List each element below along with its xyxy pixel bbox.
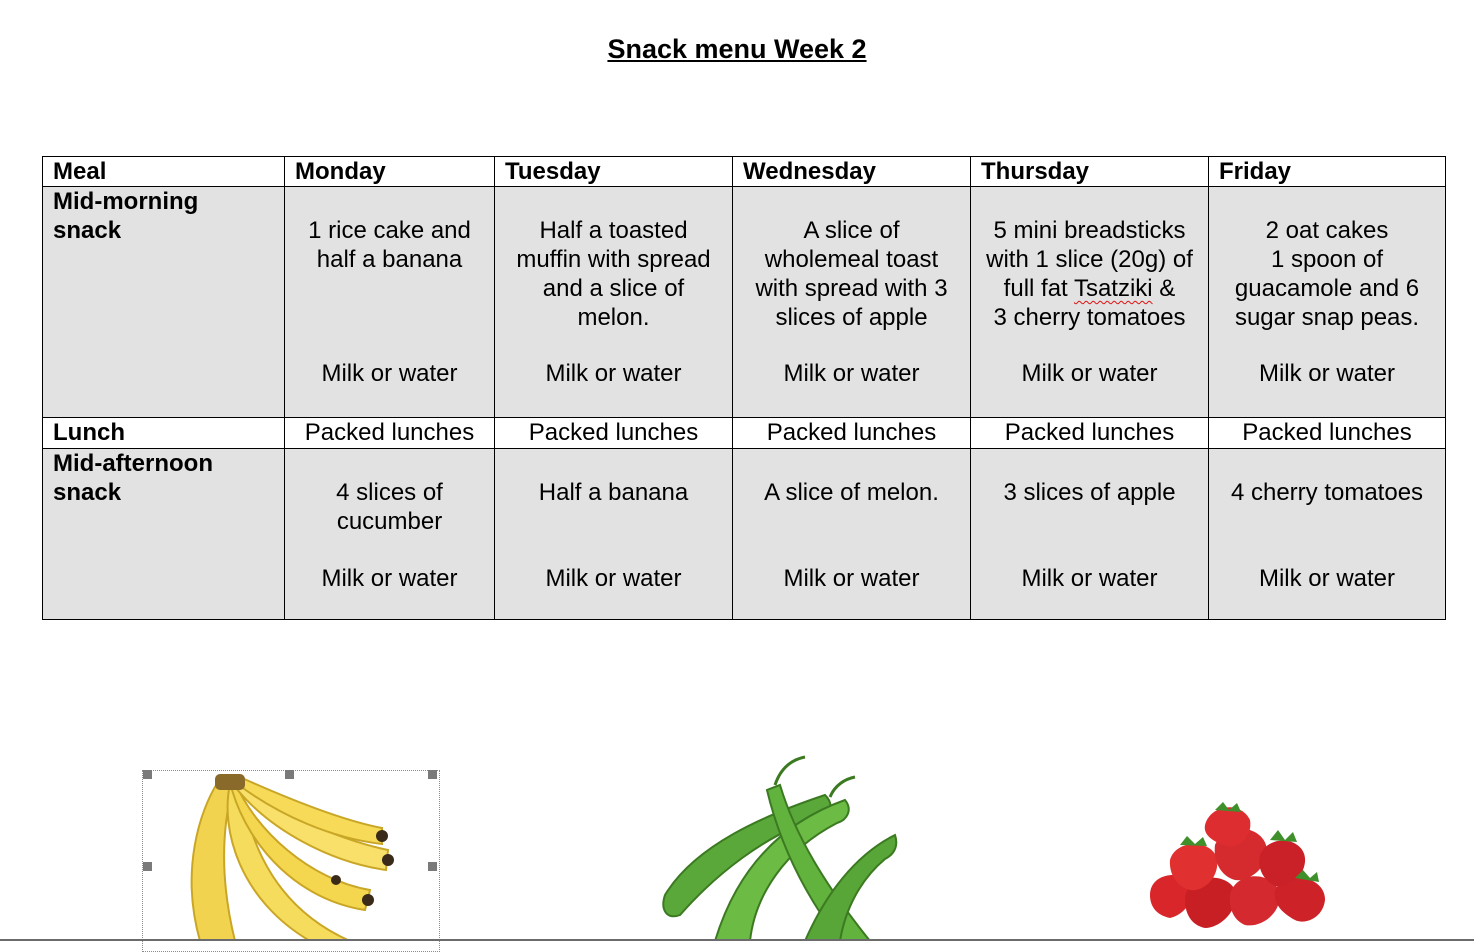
resize-handle-middle-left[interactable] <box>143 862 152 871</box>
header-wednesday: Wednesday <box>733 157 971 187</box>
drink-text: Milk or water <box>1021 360 1158 387</box>
mid-morning-tuesday: Half a toasted muffin with spread and a slice of melon. Milk or water <box>495 187 733 418</box>
lunch-row <box>43 418 1446 449</box>
mid-morning-friday: 2 oat cakes 1 spoon of guacamole and 6 sugar snap peas. Milk or water <box>1209 187 1446 418</box>
drink-text: Milk or water <box>783 360 920 387</box>
meal-label-mid-morning: Mid-morning snack <box>43 187 285 418</box>
meal-label-mid-afternoon: Mid-afternoon snack <box>43 449 285 620</box>
lunch-friday: Packed lunches <box>1209 418 1446 449</box>
drink-text: Milk or water <box>545 360 682 387</box>
resize-handle-middle-right[interactable] <box>428 862 437 871</box>
mid-afternoon-friday: 4 cherry tomatoes Milk or water <box>1209 449 1446 620</box>
mid-morning-row <box>43 187 1446 418</box>
mid-morning-wednesday: A slice of wholemeal toast with spread with 3 slices of apple Milk or water <box>733 187 971 418</box>
meal-label-lunch: Lunch <box>43 418 285 449</box>
header-row <box>43 157 1446 187</box>
spelling-error-word: Tsatziki <box>1073 275 1153 302</box>
drink-text: Milk or water <box>1258 565 1396 592</box>
drink-text: Milk or water <box>321 360 458 387</box>
lunch-thursday: Packed lunches <box>971 418 1209 449</box>
mid-afternoon-wednesday: A slice of melon. Milk or water <box>733 449 971 620</box>
header-tuesday: Tuesday <box>495 157 733 187</box>
mid-morning-monday: 1 rice cake and half a banana Milk or water <box>285 187 495 418</box>
resize-handle-top-center[interactable] <box>285 770 294 779</box>
lunch-tuesday: Packed lunches <box>495 418 733 449</box>
drink-text: Milk or water <box>1258 360 1396 387</box>
drink-text: Milk or water <box>321 565 458 592</box>
drink-text: Milk or water <box>545 565 682 592</box>
lunch-wednesday: Packed lunches <box>733 418 971 449</box>
mid-afternoon-monday: 4 slices of cucumber Milk or water <box>285 449 495 620</box>
sugar-snap-peas-image <box>655 755 900 941</box>
image-selection-frame[interactable] <box>142 770 440 952</box>
strawberries-image <box>1145 800 1330 930</box>
drink-text: Milk or water <box>783 565 920 592</box>
page-title: Snack menu Week 2 <box>607 34 867 64</box>
lunch-monday: Packed lunches <box>285 418 495 449</box>
resize-handle-top-left[interactable] <box>143 770 152 779</box>
mid-morning-thursday: 5 mini breadsticks with 1 slice (20g) of full fat Tsatziki & 3 cherry tomatoes Milk or water <box>971 187 1209 418</box>
snack-menu-table <box>42 156 1446 620</box>
resize-handle-top-right[interactable] <box>428 770 437 779</box>
header-friday: Friday <box>1209 157 1446 187</box>
mid-afternoon-row <box>43 449 1446 620</box>
header-thursday: Thursday <box>971 157 1209 187</box>
mid-afternoon-thursday: 3 slices of apple Milk or water <box>971 449 1209 620</box>
drink-text: Milk or water <box>1021 565 1158 592</box>
mid-afternoon-tuesday: Half a banana Milk or water <box>495 449 733 620</box>
header-meal: Meal <box>43 157 285 187</box>
header-monday: Monday <box>285 157 495 187</box>
